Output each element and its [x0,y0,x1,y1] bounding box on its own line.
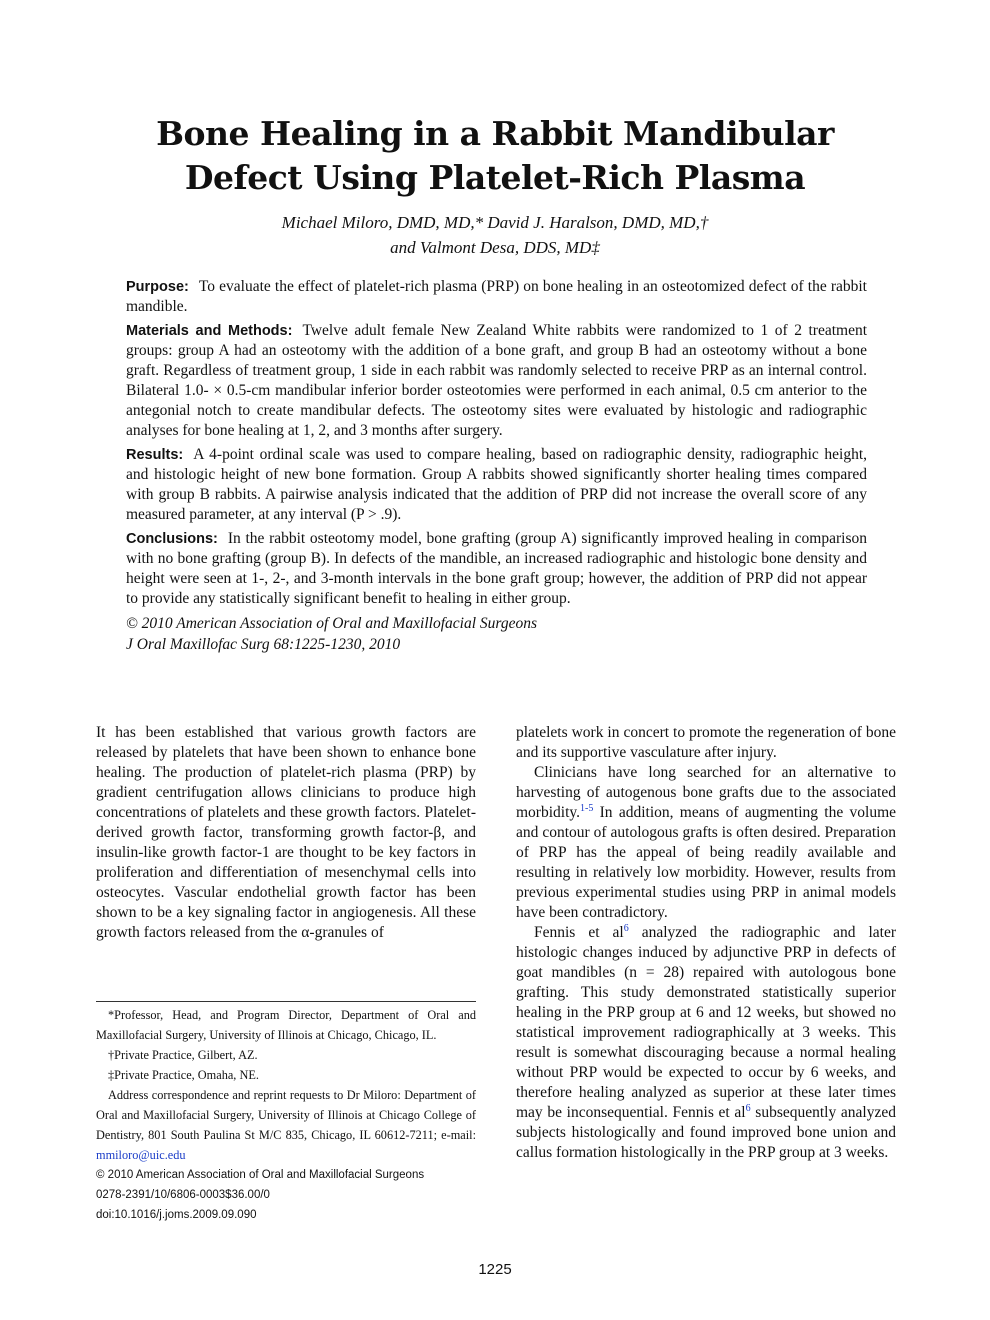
footnote-copyright: © 2010 American Association of Oral and Maxillofacial Surgeons [96,1169,425,1181]
abstract [126,277,867,655]
body-column-right [516,723,896,1163]
footnote-affiliation-3: ‡Private Practice, Omaha, NE. [108,1068,259,1082]
paragraph-text: Clinicians have long searched for an alternative to harvesting of autogenous bone grafts due to the associated morbidity. [516,764,896,821]
correspondence-text: Address correspondence and reprint requests to Dr Miloro: Department of Oral and Maxillofacial Surgery, University of Illinois at Chicago College of Dentistry, 801 South Paulina St M/C 835, Chicago, IL 60612-7211; e-mail: [96,1088,476,1142]
page-number: 1225 [478,1261,512,1278]
reference-link[interactable]: 6 [745,1102,751,1114]
abstract-copyright: © 2010 American Association of Oral and Maxillofacial Surgeons [126,615,538,632]
footnote-issn: 0278-2391/10/6806-0003$36.00/0 [96,1189,270,1201]
abstract-results [126,445,867,525]
footnote-affiliation-1: *Professor, Head, and Program Director, Department of Oral and Maxillofacial Surgery, University of Illinois at Chicago, Chicago, IL. [96,1008,476,1042]
footnote-affiliation-2: †Private Practice, Gilbert, AZ. [108,1048,258,1062]
paragraph-text: analyzed the radiographic and later histologic changes induced by adjunctive PRP in defects of goat mandibles (n = 28) repaired with autologous bone grafting. This study demonstrated statistically superior healing in the PRP group at 6 and 12 weeks, but showed no statistical improvement radiographically at 3 weeks. This result is somewhat discouraging because a normal healing without PRP would be expected to occur by 6 weeks, and therefore healing analyzed as superior at these later times may be inconsequential. Fennis et al [516,924,897,1121]
body-paragraph [516,763,896,923]
paragraph-text: subsequently analyzed subjects histologically and found improved bone union and callus formation histologically in the PRP group at 3 weeks. [516,1104,896,1161]
body-paragraph: platelets work in concert to promote the regeneration of bone and its supportive vasculature after injury. [516,724,896,761]
paragraph-text: In addition, means of augmenting the volume and contour of autologous grafts is often desired. Preparation of PRP has the appeal of being readily available and resulting in relatively low morbidity. However, results from previous experimental studies using PRP in animal models have been contradictory. [516,804,896,921]
author-list [0,210,990,260]
methods-label: Materials and Methods: [126,323,293,339]
footnotes [96,1005,476,1225]
purpose-text: To evaluate the effect of platelet-rich plasma (PRP) on bone healing in an osteotomized defect of the rabbit mandible. [126,278,867,315]
conclusions-text: In the rabbit osteotomy model, bone grafting (group A) significantly improved healing in comparison with no bone grafting (group B). In defects of the mandible, an increased radiographic and histologic bone density and height were seen at 1-, 2-, and 3-month intervals in the bone graft group; however, the addition of PRP did not appear to provide any statistically significant benefit to healing in either group. [126,530,867,607]
footnote-divider [96,1001,476,1002]
abstract-purpose [126,277,867,317]
conclusions-label: Conclusions: [126,531,218,547]
methods-text: Twelve adult female New Zealand White rabbits were randomized to 1 of 2 treatment groups: group A had an osteotomy with the addition of a bone graft, and group B had an osteotomy without a bone graft. Regardless of treatment group, 1 side in each rabbit was randomly selected to receive PRP as an internal control. Bilateral 1.0- × 0.5-cm mandibular inferior border osteotomies were performed in each animal, 0.5 cm anterior to the antegonial notch to create mandibular defects. The osteotomy sites were evaluated by histologic and radiographic analyses for bone healing at 1, 2, and 3 months after surgery. [126,322,868,439]
paragraph-text: Fennis et al [534,924,624,941]
footnote-doi[interactable]: doi:10.1016/j.joms.2009.09.090 [96,1209,257,1221]
footnote-correspondence [96,1085,476,1165]
journal-citation: J Oral Maxillofac Surg 68:1225-1230, 2010 [126,636,401,653]
body-paragraph [516,923,896,1163]
results-text: A 4-point ordinal scale was used to compare healing, based on radiographic density, radiographic height, and histologic height of new bone formation. Group A rabbits showed significantly shorter healing times compared with group B rabbits. A pairwise analysis indicated that the addition of PRP did not increase the overall score of any measured parameter, at any interval (P > .9). [126,446,867,523]
reference-link[interactable]: 6 [623,922,629,934]
abstract-conclusions [126,529,867,609]
body-column-left [96,723,476,943]
abstract-methods [126,321,867,441]
title-line-2: Defect Using Platelet-Rich Plasma [184,158,806,197]
authors-line-1: Michael Miloro, DMD, MD,* David J. Haralson, DMD, MD,† [281,213,709,232]
reference-link[interactable]: 1-5 [580,802,594,814]
results-label: Results: [126,447,184,463]
article-title [0,112,990,200]
title-line-1: Bone Healing in a Rabbit Mandibular [156,114,834,153]
email-link[interactable]: mmiloro@uic.edu [96,1148,186,1162]
authors-line-2: and Valmont Desa, DDS, MD‡ [390,238,600,257]
body-paragraph: It has been established that various growth factors are released by platelets that have been shown to enhance bone healing. The production of platelet-rich plasma (PRP) by gradient centrifugation allows clinicians to produce high concentrations of platelets and these growth factors. Platelet-derived growth factor, transforming growth factor-β, and insulin-like growth factor-1 are thought to be key factors in proliferation and differentiation of mesenchymal cells into osteocytes. Vascular endothelial growth factor has been shown to be a key signaling factor in angiogenesis. All these growth factors released from the α-granules of [96,724,476,941]
purpose-label: Purpose: [126,279,189,295]
